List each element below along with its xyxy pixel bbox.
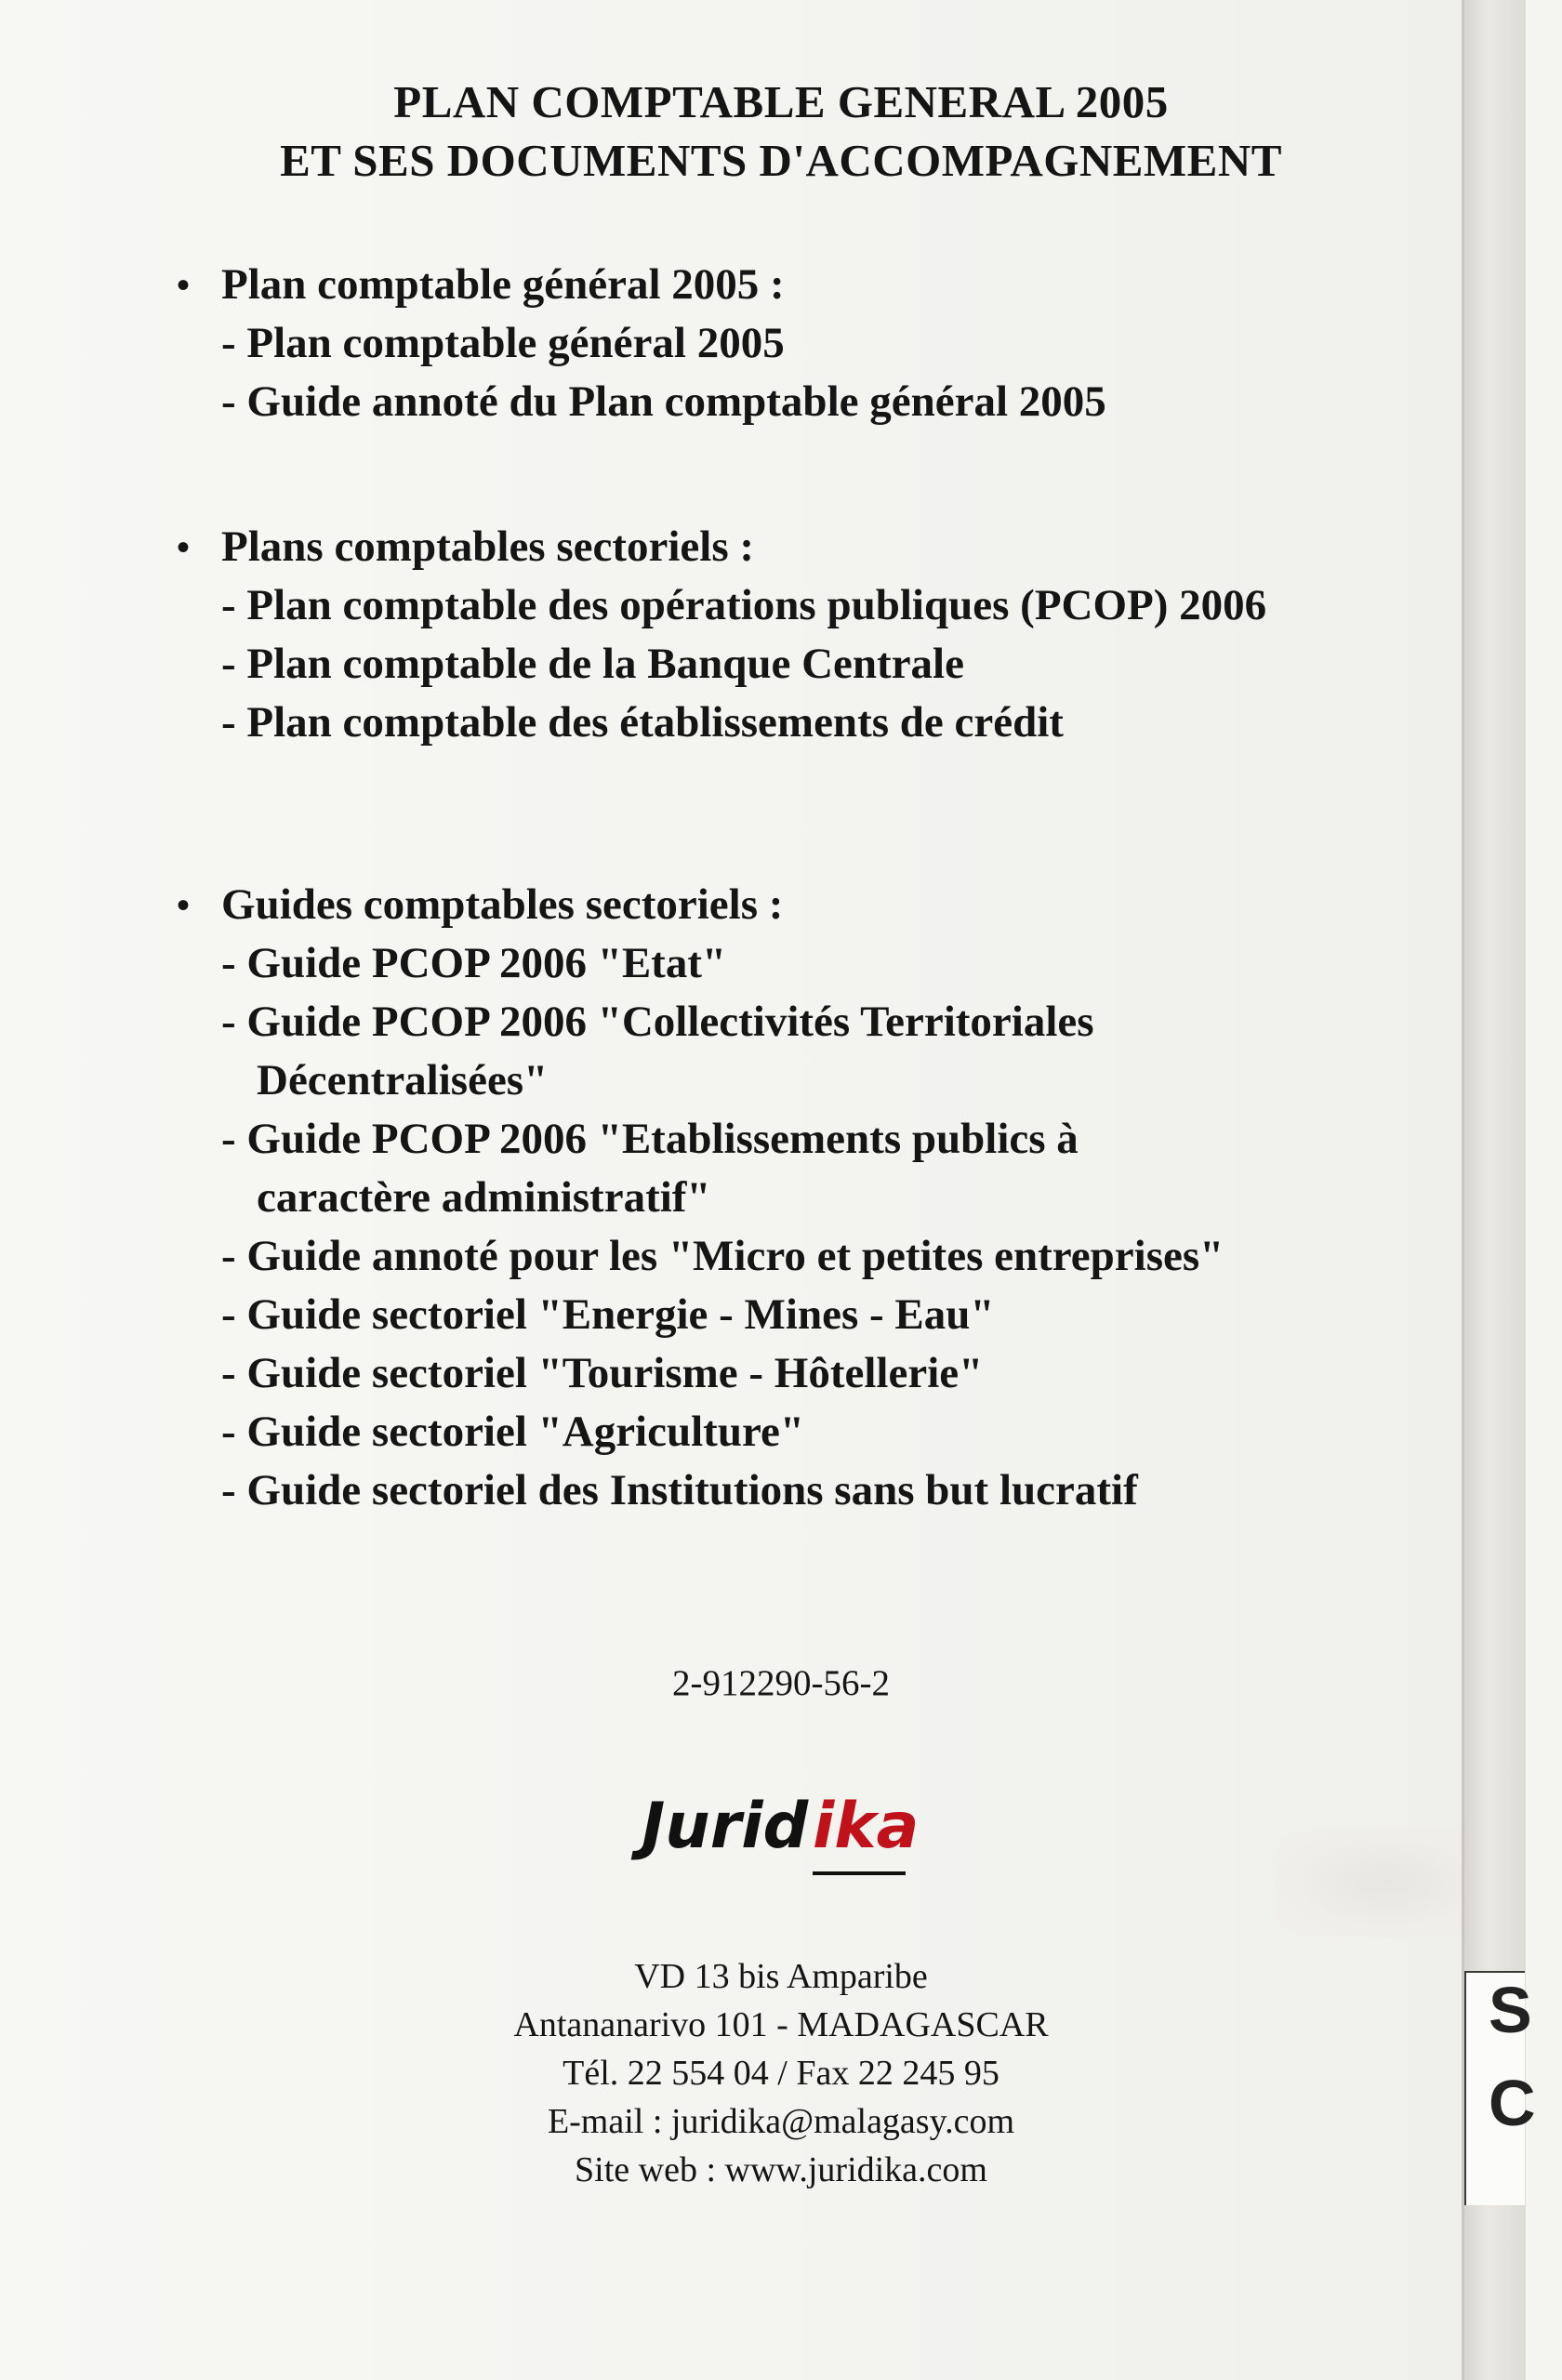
- list-item: - Plan comptable de la Banque Centrale: [221, 640, 964, 688]
- address-line-1: VD 13 bis Amparibe: [634, 1957, 928, 1996]
- bullet-icon: •: [177, 526, 191, 568]
- list-item: - Guide sectoriel "Tourisme - Hôtellerie": [221, 1349, 984, 1397]
- spine-label-char-1: S: [1489, 1974, 1532, 2046]
- section-heading-text: Plan comptable général 2005 :: [221, 260, 785, 309]
- logo-text-part1: Jurid: [642, 1790, 809, 1863]
- torn-paper-mark: [1274, 1827, 1464, 1938]
- section-heading-text: Plans comptables sectoriels :: [221, 522, 755, 571]
- bullet-icon: •: [177, 884, 191, 926]
- section-heading: [177, 876, 1224, 934]
- section-heading: [177, 256, 1106, 314]
- title-line-2: ET SES DOCUMENTS D'ACCOMPAGNEMENT: [280, 135, 1282, 186]
- spine-label-sticker: [1464, 1971, 1536, 2205]
- spine-label-char-2: C: [1489, 2067, 1536, 2139]
- list-item: - Plan comptable des opérations publiques (PCOP) 2006: [221, 581, 1267, 629]
- list-item: - Guide sectoriel "Agriculture": [221, 1408, 804, 1456]
- phone-fax: Tél. 22 554 04 / Fax 22 245 95: [563, 2054, 999, 2093]
- logo-text-part2: ika: [813, 1790, 920, 1863]
- section-heading-text: Guides comptables sectoriels :: [221, 880, 784, 929]
- list-item-continuation: caractère administratif": [257, 1173, 711, 1222]
- website: Site web : www.juridika.com: [575, 2150, 987, 2189]
- list-item: - Plan comptable général 2005: [221, 319, 785, 367]
- juridika-logo: [642, 1790, 920, 1892]
- section-guides-comptables-sectoriels: [177, 876, 1224, 1520]
- section-plans-comptables-sectoriels: [177, 518, 1266, 752]
- list-item: - Guide annoté du Plan comptable général 2005: [221, 377, 1106, 426]
- list-item: - Guide sectoriel des Institutions sans but lucratif: [221, 1466, 1138, 1514]
- publisher-address: [0, 1952, 1562, 2194]
- list-item: - Guide annoté pour les "Micro et petites entreprises": [221, 1232, 1224, 1280]
- title-line-1: PLAN COMPTABLE GENERAL 2005: [393, 76, 1169, 127]
- isbn: 2-912290-56-2: [672, 1663, 890, 1703]
- cover-title: [0, 73, 1562, 190]
- list-item: - Guide sectoriel "Energie - Mines - Eau": [221, 1290, 995, 1339]
- section-heading: [177, 518, 1266, 576]
- email: E-mail : juridika@malagasy.com: [547, 2102, 1015, 2141]
- address-line-2: Antananarivo 101 - MADAGASCAR: [513, 2005, 1049, 2044]
- logo-underline: [813, 1871, 906, 1875]
- list-item: - Guide PCOP 2006 "Etat": [221, 939, 727, 987]
- list-item: - Guide PCOP 2006 "Etablissements publics à: [221, 1115, 1079, 1163]
- bullet-icon: •: [177, 264, 191, 306]
- list-item: - Plan comptable des établissements de crédit: [221, 698, 1064, 747]
- section-plan-comptable-general: [177, 256, 1106, 431]
- list-item: - Guide PCOP 2006 "Collectivités Territoriales: [221, 998, 1094, 1046]
- list-item-continuation: Décentralisées": [257, 1056, 549, 1104]
